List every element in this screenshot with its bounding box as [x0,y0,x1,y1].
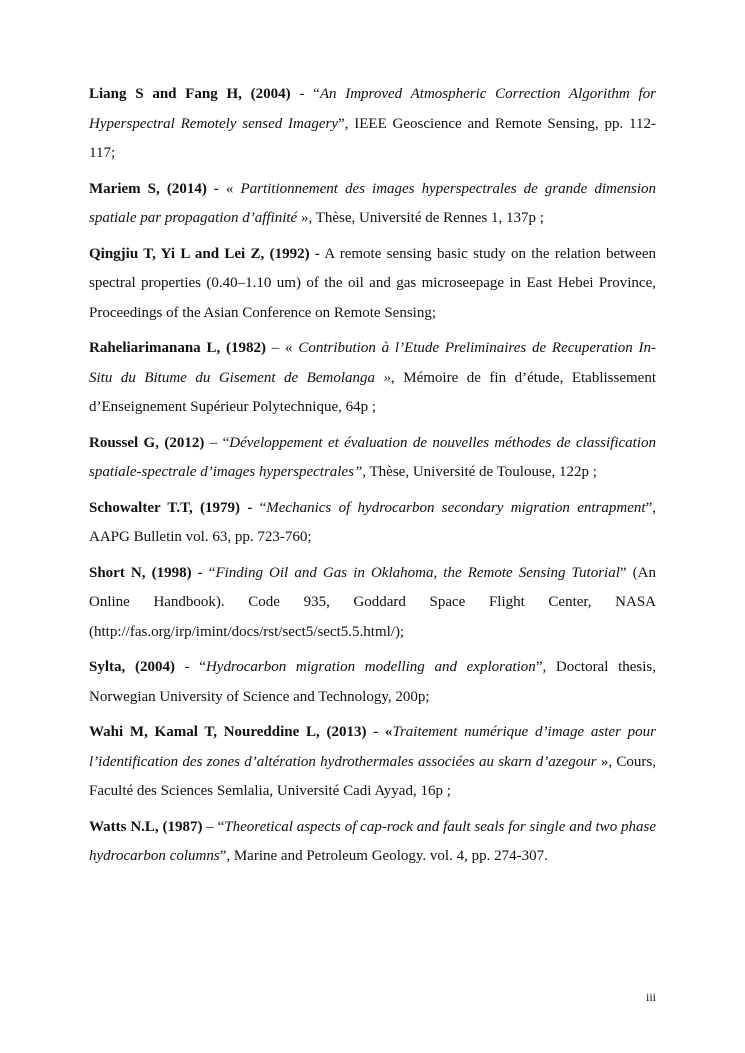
reference-details: ”, Doctoral thesis, Norwegian University of Science and Technology, 200p; [89,659,656,705]
reference-separator: – « [265,340,299,356]
reference-entry [89,80,656,169]
reference-details: Thèse, Université de Toulouse, 122p ; [366,464,597,480]
reference-separator: “ [252,499,267,516]
reference-entry [89,559,656,648]
reference-authors: Raheliarimanana L, (1982) [89,340,266,356]
reference-details: », Cours, Faculté des Sciences Semlalia, Université Cadi Ayyad, 16p ; [89,753,656,799]
reference-details: , Mémoire de fin d’étude, Etablissement d’Enseignement Supérieur Polytechnique, 64p ; [89,369,656,415]
reference-entry [89,240,656,329]
reference-authors: Mariem S, (2014) - [89,180,219,197]
reference-entry [89,429,656,488]
reference-details: ” (An Online Handbook). Code 935, Goddard Space Flight Center, NASA (http://fas.org/irp/imint/docs/rst/sect5/sect5.5.html/); [89,564,656,640]
reference-authors: Schowalter T.T, (1979) - [89,499,253,516]
reference-entry [89,653,656,712]
reference-separator: “ [202,564,216,581]
reference-title: Partitionnement des images hyperspectrales de grande dimension spatiale par propagation d’affinité [89,180,656,226]
reference-entry [89,718,656,807]
reference-separator: - “ [174,659,206,675]
reference-authors: Short N, (1998) - [89,564,203,581]
reference-entry [89,494,656,553]
reference-title: Contribution à l’Etude Preliminaires de Recuperation In-Situ du Bitume du Gisement de Bemolanga » [89,340,657,386]
page-number: iii [645,990,656,1004]
reference-list [89,80,656,878]
reference-details: ”, Marine and Petroleum Geology. vol. 4, pp. 274-307. [219,848,548,864]
reference-title: An Improved Atmospheric Correction Algorithm for Hyperspectral Remotely sensed Imagery [89,86,656,132]
reference-details: A remote sensing basic study on the relation between spectral properties (0.40–1.10 um) of the oil and gas microseepage in East Hebei Province, Proceedings of the Asian Conference on Remote Sensing; [89,245,656,321]
reference-entry [89,175,656,234]
reference-details: », Thèse, Université de Rennes 1, 137p ; [297,210,544,226]
reference-authors: Roussel G, (2012) [89,434,205,451]
reference-details: ”, AAPG Bulletin vol. 63, pp. 723-760; [89,499,656,545]
reference-separator: - “ [290,86,320,102]
reference-title: Mechanics of hydrocarbon secondary migration entrapment [266,499,646,516]
reference-separator: – “ [204,434,230,451]
reference-separator: – “ [202,818,225,835]
reference-authors: Wahi M, Kamal T, Noureddine L, (2013) - « [89,724,393,740]
reference-authors: Qingjiu T, Yi L and Lei Z, (1992) - [89,245,320,262]
reference-title: Hydrocarbon migration modelling and exploration [205,659,536,675]
reference-separator: « [218,180,241,197]
reference-title: Développement et évaluation de nouvelles méthodes de classification spatiale-spectrale d’images hyperspectrales”, [89,434,656,480]
reference-details: ”, IEEE Geoscience and Remote Sensing, pp. 112-117; [89,115,656,161]
reference-entry [89,813,656,872]
reference-entry [89,334,656,423]
reference-authors: Liang S and Fang H, (2004) [89,86,291,102]
reference-title: Theoretical aspects of cap-rock and fault seals for single and two phase hydrocarbon columns [89,818,657,864]
reference-authors: Watts N.L, (1987) [89,818,203,835]
reference-authors: Sylta, (2004) [89,659,175,675]
reference-title: Traitement numérique d’image aster pour l’identification des zones d’altération hydrothermales associées au skarn d’azegour [89,724,656,770]
reference-title: Finding Oil and Gas in Oklahoma, the Remote Sensing Tutorial [215,564,620,581]
